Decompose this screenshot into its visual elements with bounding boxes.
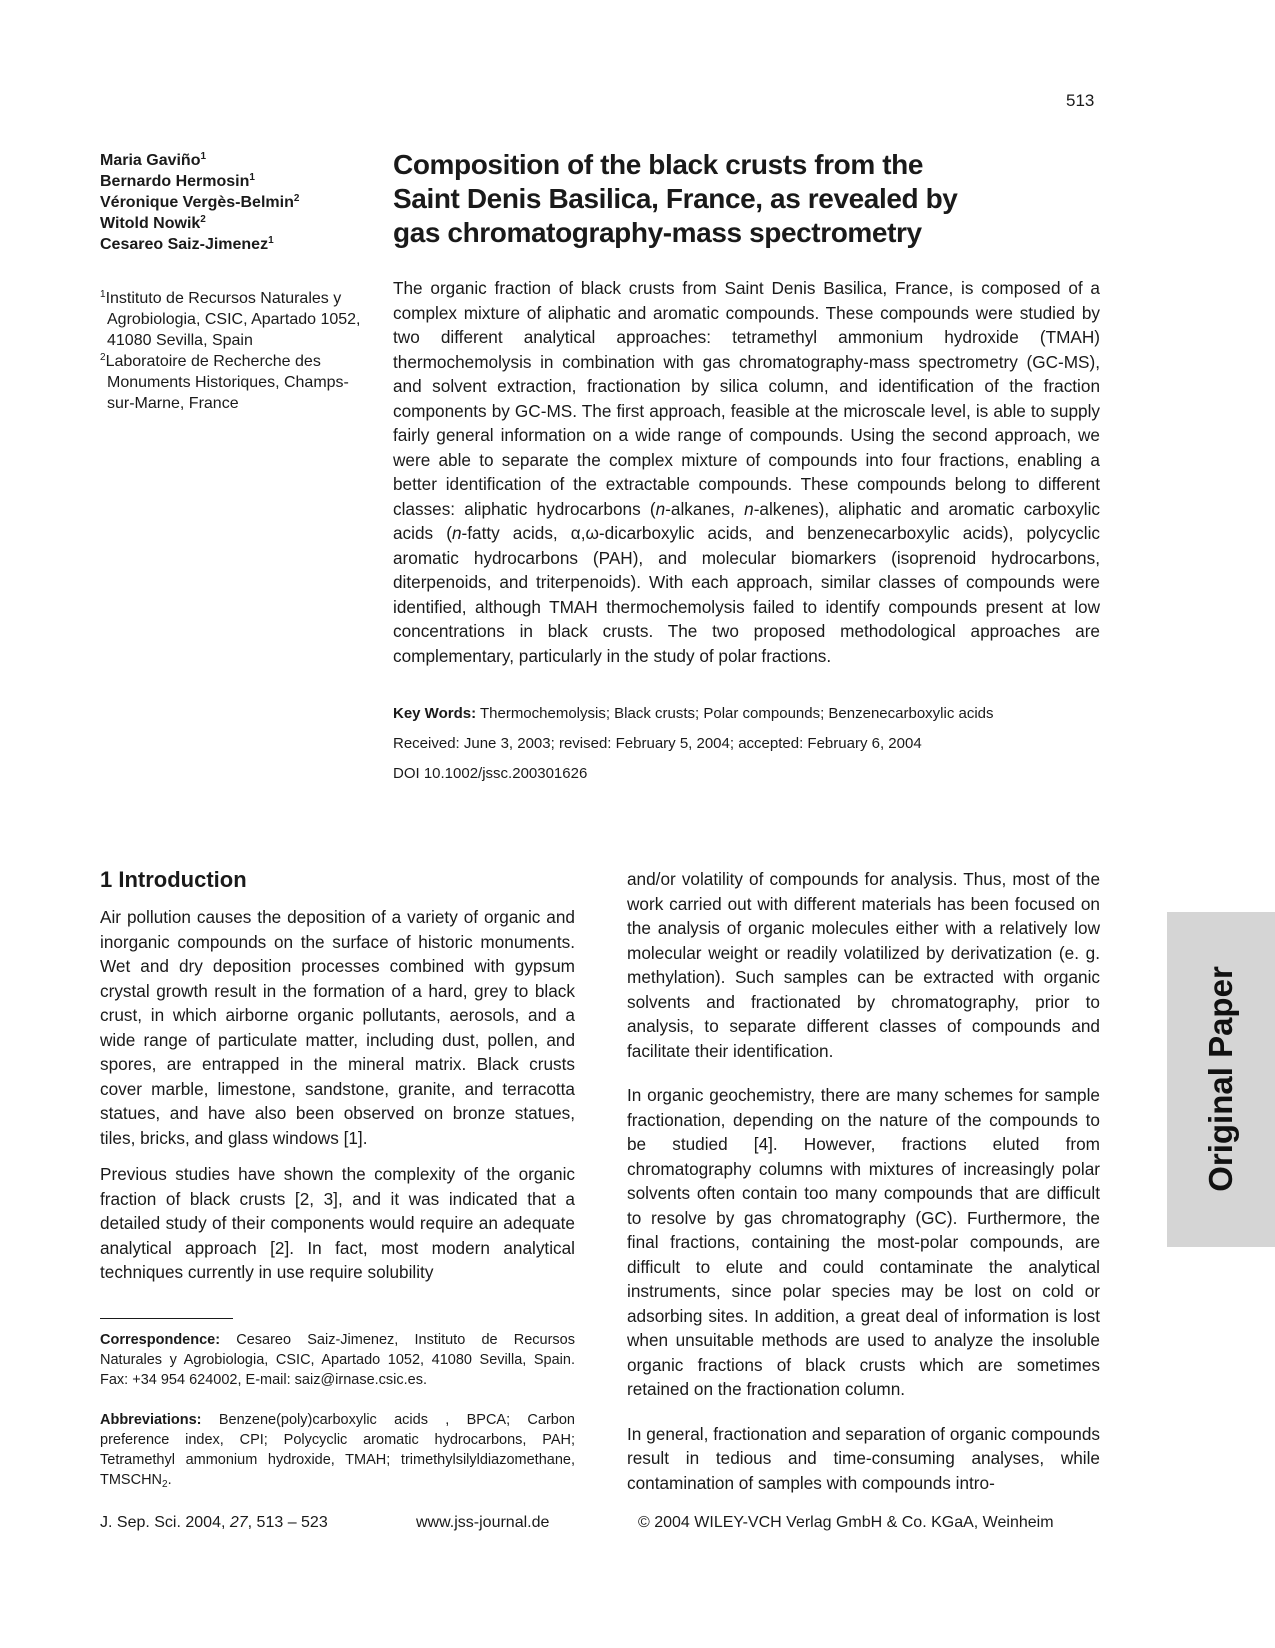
doi: DOI 10.1002/jssc.200301626 — [393, 765, 588, 782]
paragraph: Previous studies have shown the complexity of the organic fraction of black crusts [2, 3], and it was indicated that a detailed study of their components would require an adequate analytical approach [2]. In fact, most modern analytical techniques currently in use require solubility — [100, 1164, 575, 1282]
abstract: The organic fraction of black crusts from Saint Denis Basilica, France, is composed of a complex mixture of aliphatic and aromatic compounds. These compounds were studied by two different analytical approaches: tetramethyl ammonium hydroxide (TMAH) thermochemolysis in combination with gas chromatography-mass spectrometry (GC-MS), and solvent extraction, fractionation by silica column, and identification of the fraction components by GC-MS. The first approach, feasible at the microscale level, is able to supply fairly general information on a wide range of compounds. Using the second approach, we were able to separate the complex mixture of compounds into four fractions, enabling a better identification of the extractable compounds. These compounds belong to different classes: aliphatic hydrocarbons (n-alkanes, n-alkenes), aliphatic and aromatic carboxylic acids (n-fatty acids, α,ω-dicarboxylic acids, and benzenecarboxylic acids), polycyclic aromatic hydrocarbons (PAH), and molecular biomarkers (isoprenoid hydrocarbons, diterpenoids, and triterpenoids). With each approach, similar classes of compounds were identified, although TMAH thermochemolysis failed to identify compounds present at low concentrations in black crusts. The two proposed methodological approaches are complementary, particularly in the study of polar fractions. — [393, 278, 1101, 666]
copyright-notice: © 2004 WILEY-VCH Verlag GmbH & Co. KGaA, Weinheim — [638, 1514, 1054, 1531]
author: Cesareo Saiz-Jimenez$^1$ — [100, 235, 274, 253]
paragraph: Air pollution causes the deposition of a variety of organic and inorganic compounds on the surface of historic monuments. Wet and dry deposition processes combined with gypsum crystal growth result in the formation of a hard, grey to black crust, in which airborne organic pollutants, aerosols, and a wide range of particulate matter, including dust, pollen, and spores, are entrapped in the mineral matrix. Black crusts cover marble, limestone, sandstone, granite, and terracotta statues, and have also been observed on bronze statues, tiles, bricks, and glass windows [1]. — [100, 907, 575, 1148]
affiliation: $^1$Instituto de Recursos Naturales y Agrobiologia, CSIC, Apartado 1052, 41080 Sevilla, Spain — [100, 289, 361, 349]
right-column — [627, 867, 1100, 1515]
author: Witold Nowik$^2$ — [100, 214, 206, 232]
paragraph: and/or volatility of compounds for analysis. Thus, most of the work carried out with different materials has been focused on the analysis of organic molecules either with a relatively low molecular weight or readily volatilized by derivatization (e. g. methylation). Such samples can be extracted with organic solvents and fractionated by chromatography, prior to analysis, to separate different classes of compounds and facilitate their identification. — [627, 869, 1100, 1061]
affiliation: $^2$Laboratoire de Recherche des Monuments Historiques, Champs-sur-Marne, France — [100, 352, 349, 412]
left-column — [100, 865, 575, 1297]
affiliation-list — [100, 288, 375, 414]
author: Maria Gaviño$^1$ — [100, 151, 207, 169]
article-title: Composition of the black crusts from the Saint Denis Basilica, France, as revealed by gas chromatography-mass spectrometry — [393, 149, 958, 248]
journal-citation: J. Sep. Sci. 2004, 27, 513 – 523 — [100, 1514, 328, 1531]
correspondence-footnote: Correspondence: Cesareo Saiz-Jimenez, Instituto de Recursos Naturales y Agrobiologia, CSIC, Apartado 1052, 41080 Sevilla, Spain. Fax: +34 954 624002, E-mail: saiz@irnase.csic.es. — [100, 1332, 575, 1388]
author: Véronique Vergès-Belmin$^2$ — [100, 193, 300, 211]
paragraph: In general, fractionation and separation of organic compounds result in tedious and time-consuming analyses, while contamination of samples with compounds intro- — [627, 1423, 1100, 1493]
received-dates: Received: June 3, 2003; revised: February 5, 2004; accepted: February 6, 2004 — [393, 735, 922, 752]
journal-url: www.jss-journal.de — [416, 1514, 550, 1531]
footnote-rule — [100, 1318, 233, 1319]
section-heading: 1 Introduction — [100, 867, 247, 892]
author: Bernardo Hermosin$^1$ — [100, 172, 255, 190]
article-type-tab — [1167, 912, 1275, 1247]
page-number: 513 — [1066, 91, 1095, 110]
article-type-label: Original Paper — [1202, 966, 1239, 1192]
abbreviations-footnote: Abbreviations: Benzene(poly)carboxylic acids , BPCA; Carbon preference index, CPI; Polycyclic aromatic hydrocarbons, PAH; Tetramethyl ammonium hydroxide, TMAH; trimethylsilyldiazomethane, $TMSCHN_2$. — [100, 1412, 575, 1490]
author-list — [100, 150, 380, 255]
paragraph: In organic geochemistry, there are many schemes for sample fractionation, depending on the nature of the compounds to be studied [4]. However, fractions eluted from chromatography columns with mixtures of increasingly polar solvents often contain too many compounds that are difficult to resolve by gas chromatography (GC). Furthermore, the final fractions, containing the most-polar compounds, are difficult to elute and could contaminate the analytical instruments, since polar species may be lost on cold or adsorbing sites. In addition, a great deal of information is lost when unsuitable methods are used to analyze the insoluble organic fractions of black crusts which are sometimes retained on the fractionation column. — [627, 1085, 1100, 1399]
keywords: Key Words: Thermochemolysis; Black crusts; Polar compounds; Benzenecarboxylic acids — [393, 705, 994, 722]
